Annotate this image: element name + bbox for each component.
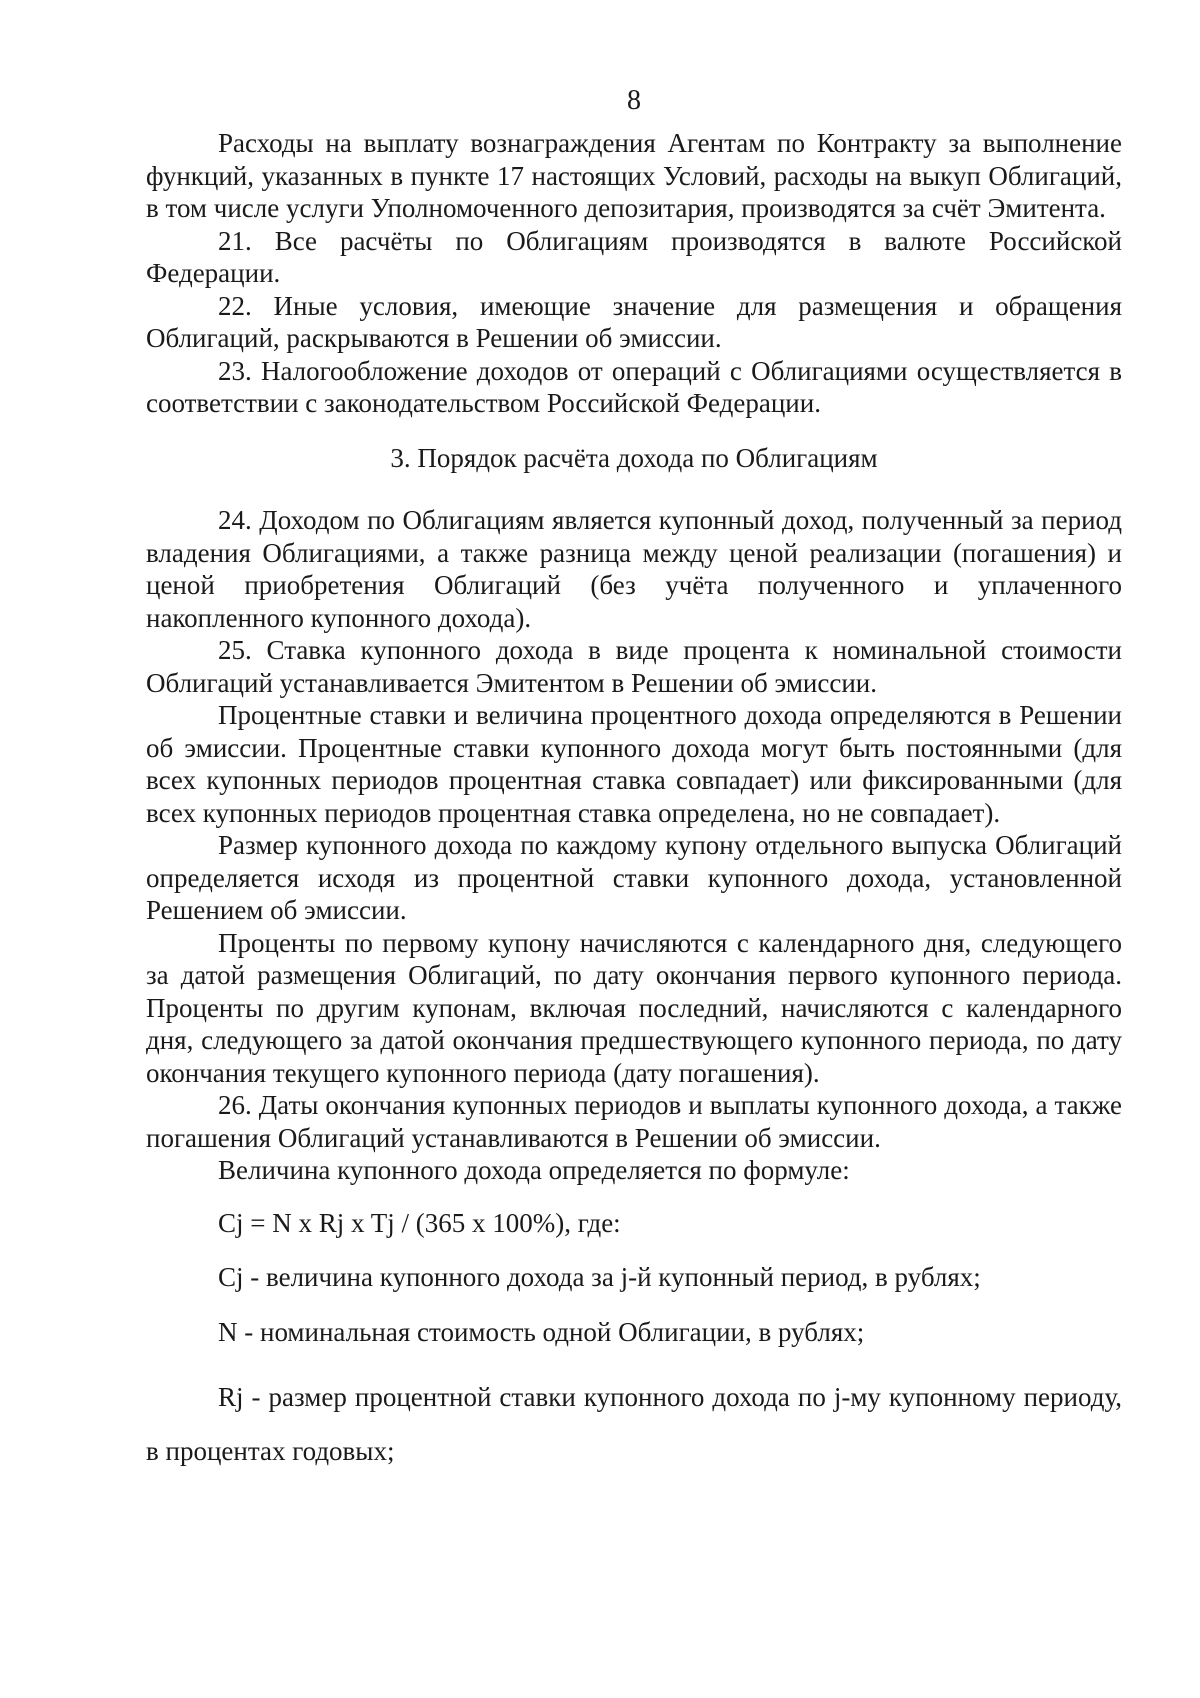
paragraph-expenses: Расходы на выплату вознаграждения Агентам по Контракту за выполнение функций, указанных в пункте 17 настоящих Условий, расходы на выкуп Облигаций, в том числе услуги Уполномоченного депозитария, производятся за счёт Эмитента. — [146, 128, 1122, 223]
page-number: 8 — [627, 85, 641, 116]
paragraph-coupon-size: Размер купонного дохода по каждому купону отдельного выпуска Облигаций определяется исходя из процентной ставки купонного дохода, установленной Решением об эмиссии. — [146, 830, 1122, 925]
paragraph-23: 23. Налогообложение доходов от операций с Облигациями осуществляется в соответствии с законодательством Российской Федерации. — [146, 355, 1122, 418]
paragraph-22: 22. Иные условия, имеющие значение для размещения и обращения Облигаций, раскрываются в Решении об эмиссии. — [146, 290, 1122, 353]
paragraph-21: 21. Все расчёты по Облигациям производятся в валюте Российской Федерации. — [146, 225, 1122, 288]
paragraph-25: 25. Ставка купонного дохода в виде процента к номинальной стоимости Облигаций устанавливается Эмитентом в Решении об эмиссии. — [146, 635, 1122, 698]
coupon-formula: Cj = N x Rj x Tj / (365 x 100%), где: — [218, 1207, 621, 1238]
paragraph-24: 24. Доходом по Облигациям является купонный доход, полученный за период владения Облигациями, а также разница между ценой реализации (погашения) и ценой приобретения Облигаций (без учёта полученного и уплаченного накопленного купонного дохода). — [146, 505, 1122, 633]
paragraph-formula-intro: Величина купонного дохода определяется по формуле: — [218, 1155, 850, 1185]
paragraph-26: 26. Даты окончания купонных периодов и выплаты купонного дохода, а также погашения Облигаций устанавливаются в Решении об эмиссии. — [146, 1090, 1122, 1153]
definition-cj: Cj - величина купонного дохода за j-й купонный период, в рублях; — [218, 1262, 981, 1292]
paragraph-rates: Процентные ставки и величина процентного дохода определяются в Решении об эмиссии. Процентные ставки купонного дохода могут быть постоянными (для всех купонных периодов процентная ставка совпадает) или фиксированными (для всех купонных периодов процентная ставка определена, но не совпадает). — [146, 700, 1122, 828]
definition-n: N - номинальная стоимость одной Облигации, в рублях; — [218, 1316, 865, 1347]
document-page — [146, 85, 1122, 1478]
paragraph-interest-accrual: Проценты по первому купону начисляются с календарного дня, следующего за датой размещения Облигаций, по дату окончания первого купонного периода. Проценты по другим купонам, включая последний, начисляются с календарного дня, следующего за датой окончания предшествующего купонного периода, по дату окончания текущего купонного периода (дату погашения). — [146, 927, 1122, 1088]
definition-rj: Rj - размер процентной ставки купонного дохода по j-му купонному периоду, в процентах годовых; — [146, 1382, 1122, 1466]
section-heading: 3. Порядок расчёта дохода по Облигациям — [390, 442, 878, 473]
